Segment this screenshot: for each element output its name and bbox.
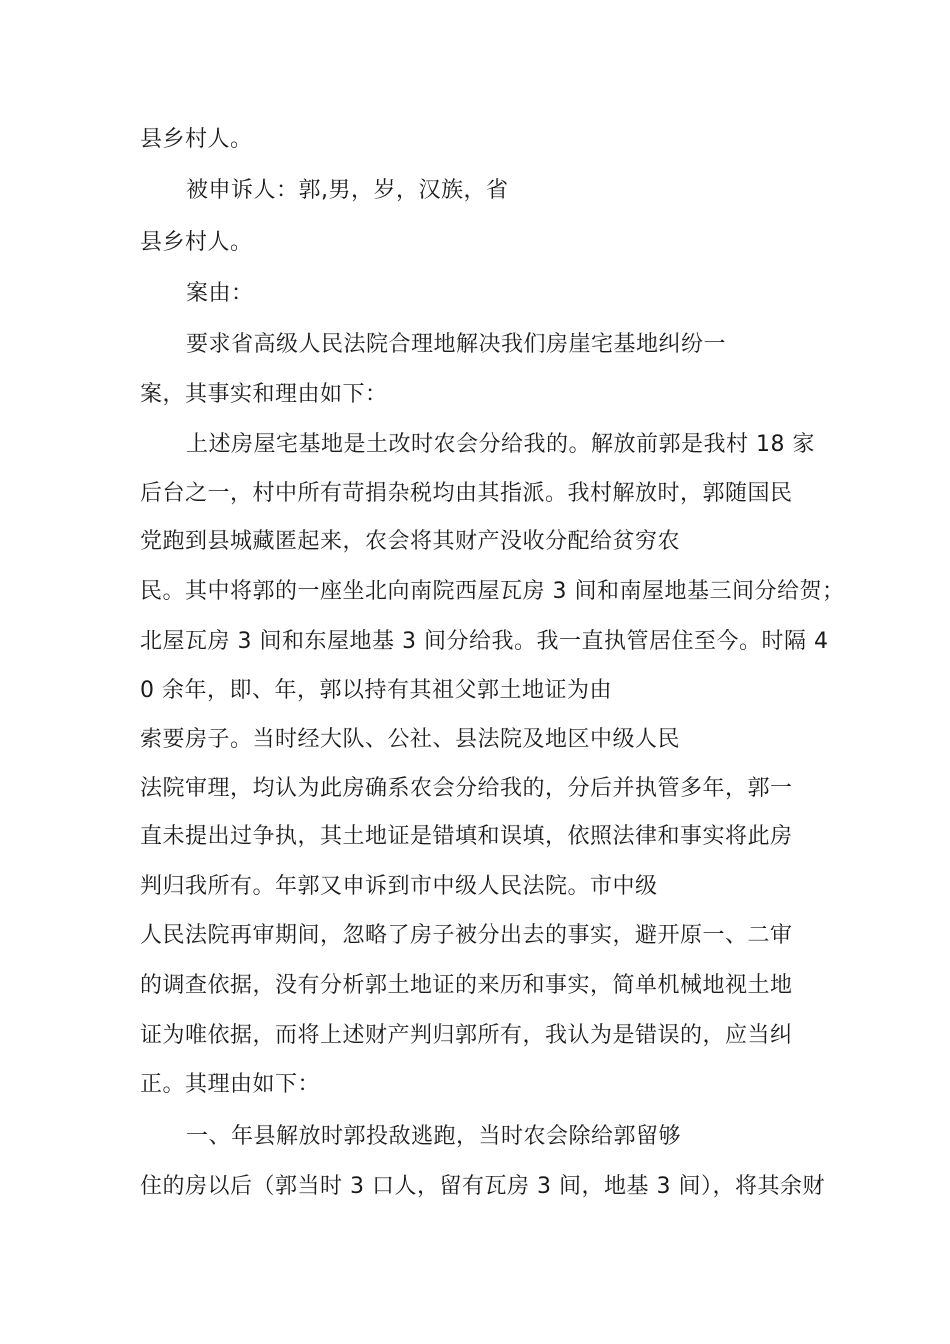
text-line: 直未提出过争执，其土地证是错填和误填，依照法律和事实将此房	[140, 824, 793, 849]
text-line: 索要房子。当时经大队、公社、县法院及地区中级人民	[140, 727, 681, 752]
text-line: 法院审理，均认为此房确系农会分给我的，分后并执管多年，郭一	[140, 776, 793, 801]
text-line: 上述房屋宅基地是土改时农会分给我的。解放前郭是我村 18 家	[186, 432, 815, 457]
text-line: 判归我所有。年郭又申诉到市中级人民法院。市中级	[140, 874, 658, 899]
respondent-line: 被申诉人：郭,男，岁，汉族，省	[186, 178, 509, 203]
text-line: 要求省高级人民法院合理地解决我们房崖宅基地纠纷一	[186, 332, 727, 357]
text-line: 后台之一，村中所有苛捐杂税均由其指派。我村解放时，郭随国民	[140, 481, 793, 506]
text-line: 的调查依据，没有分析郭土地证的来历和事实，简单机械地视土地	[140, 973, 793, 998]
text-line: 案，其事实和理由如下：	[140, 382, 388, 407]
text-line: 党跑到县城藏匿起来，农会将其财产没收分配给贫穷农	[140, 529, 681, 554]
text-line: 证为唯依据，而将上述财产判归郭所有，我认为是错误的，应当纠	[140, 1023, 793, 1048]
text-line: 0 余年，即、年，郭以持有其祖父郭土地证为由	[140, 678, 612, 703]
text-line: 一、年县解放时郭投敌逃跑，当时农会除给郭留够	[186, 1124, 682, 1149]
text-line: 县乡村人。	[140, 127, 253, 152]
text-line: 民。其中将郭的一座坐北向南院西屋瓦房 3 间和南屋地基三间分给贺；	[140, 579, 845, 604]
text-line: 住的房以后（郭当时 3 口人，留有瓦房 3 间，地基 3 间），将其余财	[140, 1174, 825, 1199]
text-line: 正。其理由如下：	[140, 1072, 321, 1097]
text-line: 北屋瓦房 3 间和东屋地基 3 间分给我。我一直执管居住至今。时隔 4	[140, 629, 829, 654]
text-line: 县乡村人。	[140, 230, 253, 255]
case-cause-heading: 案由：	[186, 281, 254, 306]
text-line: 人民法院再审期间，忽略了房子被分出去的事实，避开原一、二审	[140, 923, 793, 948]
